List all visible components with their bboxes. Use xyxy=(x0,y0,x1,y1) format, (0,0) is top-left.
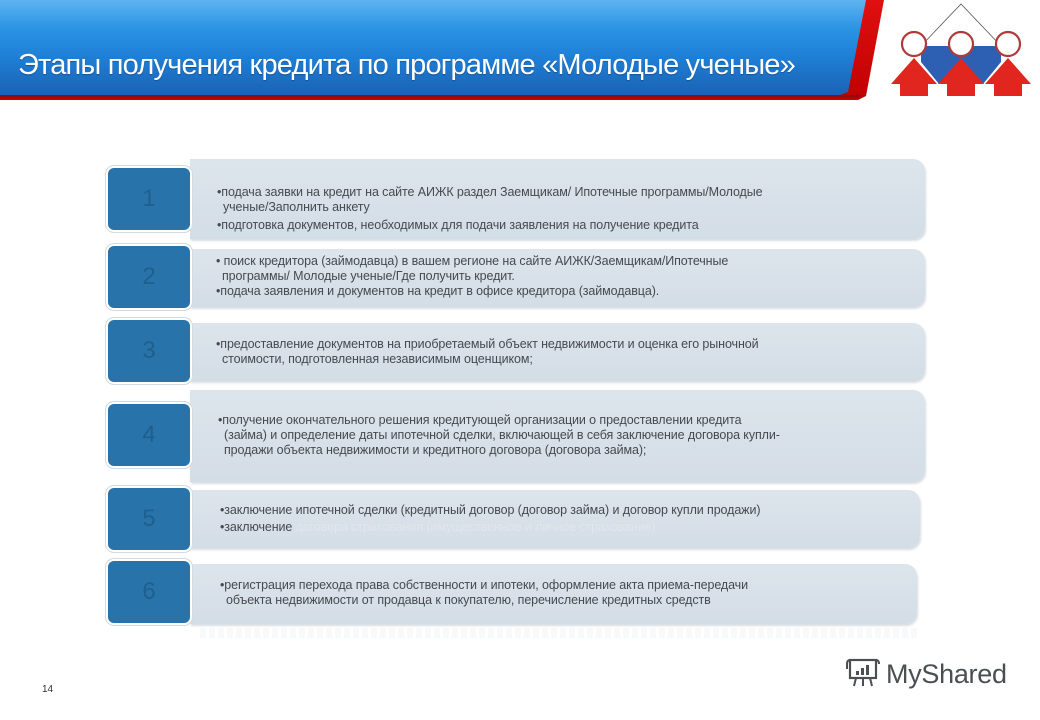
step-1-text: •подача заявки на кредит на сайте АИЖК раздел Заемщикам/ Ипотечные программы/Молодые ученые/Заполнить анкету •подготовка документов, необходимых для подачи заявления на получение кредита xyxy=(217,185,763,232)
step-6-text: •регистрация перехода права собственности и ипотеки, оформление акта приема-передачи объекта недвижимости от продавца к покупателю, перечисление кредитных средств xyxy=(220,578,748,607)
reflection-strip xyxy=(200,628,920,638)
step-4-number: 4 xyxy=(106,402,192,468)
page-number: 14 xyxy=(42,684,54,695)
step-2-number: 2 xyxy=(106,244,192,310)
step-2-text: • поиск кредитора (займодавца) в вашем регионе на сайте АИЖК/Заемщикам/Ипотечные программы/ Молодые ученые/Где получить кредит. •подача заявления и документов на кредит в офисе кредитора (займодавца). xyxy=(216,254,729,298)
watermark xyxy=(846,656,1007,692)
step-3-number: 3 xyxy=(106,318,192,384)
presentation-board-icon xyxy=(846,655,880,694)
banner-shadow xyxy=(0,95,860,98)
page-title: Этапы получения кредита по программе «Молодые ученые» xyxy=(18,49,795,81)
step-5-number: 5 xyxy=(106,486,192,552)
step-5-text: •заключение ипотечной сделки (кредитный договор (договор займа) и договор купли продажи) •заключение договора страхования (имущественное и личное страхование) xyxy=(220,503,761,534)
faded-hidden-text: договора страхования (имущественное и личное страхование) xyxy=(295,520,656,534)
watermark-text: MyShared xyxy=(886,658,1007,689)
step-3-text: •предоставление документов на приобретаемый объект недвижимости и оценка его рыночной стоимости, подготовленная независимым оценщиком; xyxy=(216,337,759,366)
step-1-number: 1 xyxy=(106,166,192,232)
step-6-number: 6 xyxy=(106,559,192,625)
three-people-flag-logo-icon xyxy=(888,0,1040,100)
step-4-text: •получение окончательного решения кредитующей организации о предоставлении кредита (займа) и определение даты ипотечной сделки, включающей в себя заключение договора купли- продажи объекта недвижимости и кредитного договора (договора займа); xyxy=(218,413,780,457)
header-banner xyxy=(0,0,888,100)
